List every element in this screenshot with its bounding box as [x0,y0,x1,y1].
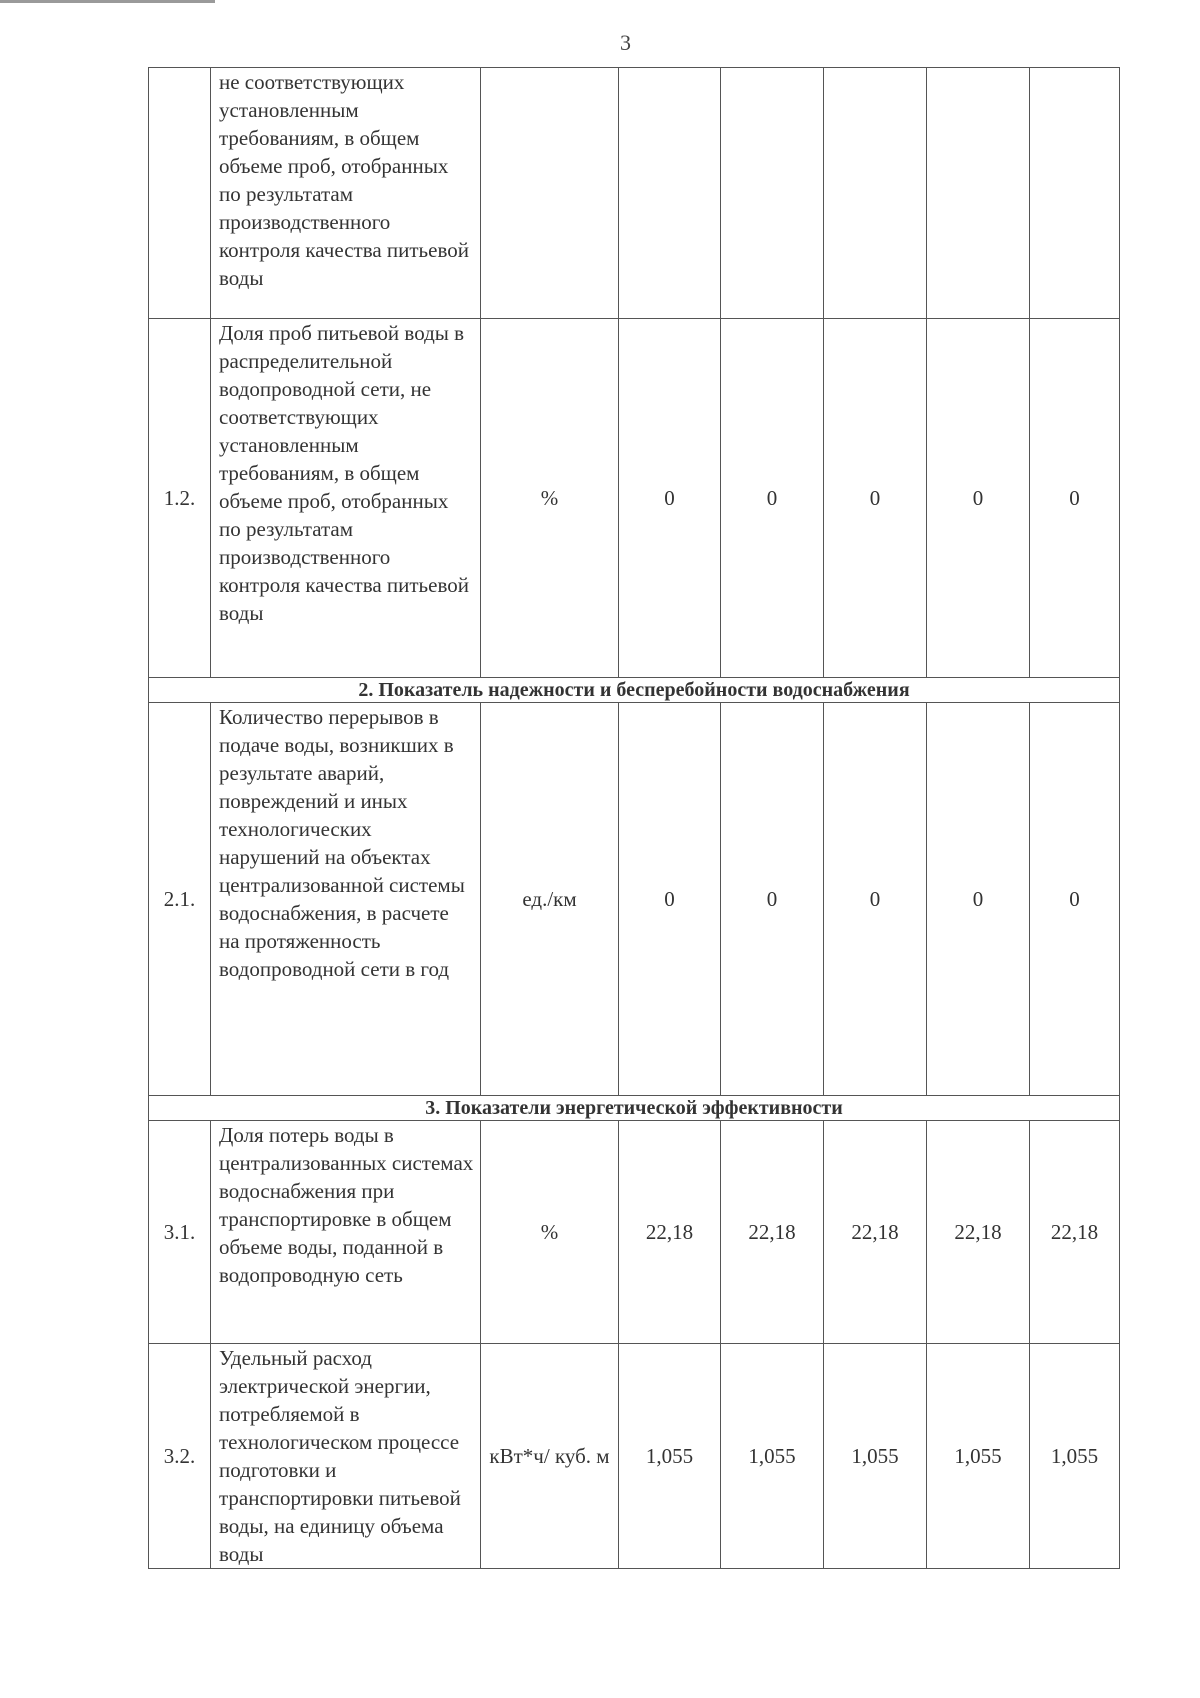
row-number: 3.1. [149,1121,211,1344]
row-number: 3.2. [149,1344,211,1569]
row-number: 2.1. [149,703,211,1096]
row-value: 0 [927,319,1030,678]
section-header-row [149,678,1120,703]
row-value: 22,18 [927,1121,1030,1344]
table-row-3-1 [149,1121,1120,1344]
scan-corner-mark [0,0,215,3]
row-description: Количество перерывов в подаче воды, возникших в результате аварий, повреждений и иных технологических нарушений на объектах централизованной системы водоснабжения, в расчете на протяженность водопроводной сети в год [211,703,481,1096]
row-unit: % [481,319,619,678]
row-value: 0 [824,703,927,1096]
page-number: 3 [620,30,631,55]
row-value: 0 [619,703,721,1096]
row-unit [481,68,619,319]
row-value: 22,18 [1030,1121,1120,1344]
row-value: 1,055 [1030,1344,1120,1569]
row-description: Доля проб питьевой воды в распределительной водопроводной сети, не соответствующих установленным требованиям, в общем объеме проб, отобранных по результатам производственного контроля качества питьевой воды [211,319,481,678]
row-value: 22,18 [619,1121,721,1344]
row-unit: ед./км [481,703,619,1096]
row-value: 0 [721,703,824,1096]
row-number: 1.2. [149,319,211,678]
row-description: Доля потерь воды в централизованных системах водоснабжения при транспортировке в общем объеме воды, поданной в водопроводную сеть [211,1121,481,1344]
row-value: 0 [721,319,824,678]
row-value: 0 [1030,703,1120,1096]
table-row-1-2 [149,319,1120,678]
row-value [927,68,1030,319]
row-unit: % [481,1121,619,1344]
table-row-3-2 [149,1344,1120,1569]
row-description: Удельный расход электрической энергии, потребляемой в технологическом процессе подготовки и транспортировки питьевой воды, на единицу объема воды [211,1344,481,1569]
indicators-table [148,67,1120,1569]
row-value [1030,68,1120,319]
row-value: 0 [824,319,927,678]
row-value: 1,055 [927,1344,1030,1569]
section-title: 3. Показатели энергетической эффективности [149,1096,1120,1121]
section-title: 2. Показатель надежности и бесперебойности водоснабжения [149,678,1120,703]
row-value [721,68,824,319]
row-value [619,68,721,319]
row-value: 1,055 [824,1344,927,1569]
row-value: 22,18 [721,1121,824,1344]
row-unit: кВт*ч/ куб. м [481,1344,619,1569]
row-value: 0 [619,319,721,678]
row-number [149,68,211,319]
row-value: 1,055 [619,1344,721,1569]
table-row-continuation [149,68,1120,319]
row-value: 0 [1030,319,1120,678]
section-header-row [149,1096,1120,1121]
row-value: 1,055 [721,1344,824,1569]
table-row-2-1 [149,703,1120,1096]
row-value: 22,18 [824,1121,927,1344]
row-description: не соответствующих установленным требованиям, в общем объеме проб, отобранных по результатам производственного контроля качества питьевой воды [211,68,481,319]
row-value [824,68,927,319]
row-value: 0 [927,703,1030,1096]
